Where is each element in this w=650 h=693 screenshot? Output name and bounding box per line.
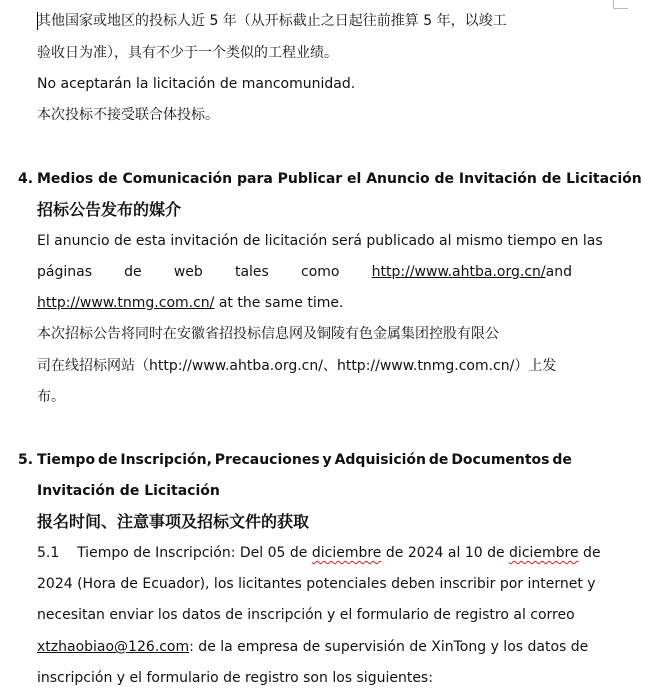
paragraph-line[interactable]: [37, 293, 343, 313]
text-run: de 2024 al 10 de: [381, 545, 510, 561]
section-number: 4.: [18, 171, 34, 187]
word: de: [552, 452, 572, 468]
email-link[interactable]: xtzhaobiao@126.com: [37, 639, 190, 655]
word: Inscripción,: [120, 452, 212, 468]
justified-words: [37, 262, 572, 282]
word: Documentos: [451, 452, 550, 468]
margin-mark: [613, 0, 628, 9]
paragraph-line[interactable]: No aceptarán la licitación de mancomunidad.: [37, 76, 356, 92]
paragraph-line[interactable]: 其他国家或地区的投标人近 5 年（从开标截止之日起往前推算 5 年，以竣工: [37, 13, 507, 29]
word: Tiempo: [37, 452, 96, 468]
link-suffix: and: [545, 264, 572, 280]
spellcheck-word[interactable]: diciembre: [311, 545, 382, 561]
section-title-cn[interactable]: 招标公告发布的媒介: [37, 200, 182, 219]
section-number: 5.: [18, 452, 34, 468]
link-tnmg[interactable]: http://www.tnmg.com.cn/: [37, 295, 215, 311]
link-group: [372, 262, 572, 282]
paragraph-line[interactable]: [37, 543, 601, 563]
word: páginas: [37, 264, 92, 280]
paragraph-line[interactable]: [37, 262, 572, 282]
paragraph-line[interactable]: 布。: [37, 389, 65, 405]
word: como: [301, 264, 340, 280]
spellcheck-word[interactable]: diciembre: [509, 545, 579, 561]
section-title-cn[interactable]: 报名时间、注意事项及招标文件的获取: [37, 512, 310, 531]
text-run: 5.1 Tiempo de Inscripción: Del 05 de: [37, 545, 312, 561]
word: Precauciones: [214, 452, 320, 468]
section-title[interactable]: Medios de Comunicación para Publicar el Anuncio de Invitación de Licitación: [37, 171, 642, 187]
paragraph-line[interactable]: 2024 (Hora de Ecuador), los licitantes potenciales deben inscribir por internet y: [37, 576, 596, 592]
link-suffix: at the same time.: [214, 295, 344, 311]
justified-words: [37, 450, 572, 470]
paragraph-line[interactable]: necesitan enviar los datos de inscripción y el formulario de registro al correo: [37, 607, 575, 623]
paragraph-line[interactable]: [37, 637, 588, 657]
word: web: [173, 264, 203, 280]
paragraph-line[interactable]: 验收日为准），具有不少于一个类似的工程业绩。: [37, 45, 338, 61]
word: tales: [234, 264, 269, 280]
text-run: de: [578, 545, 601, 561]
word: de: [97, 452, 118, 468]
link-ahtba[interactable]: http://www.ahtba.org.cn/: [371, 264, 546, 280]
paragraph-line[interactable]: inscripción y el formulario de registro son los siguientes:: [37, 670, 433, 686]
paragraph-line[interactable]: 本次招标公告将同时在安徽省招投标信息网及铜陵有色金属集团控股有限公: [37, 326, 499, 342]
word: de: [428, 452, 449, 468]
word: de: [124, 264, 142, 280]
word: Adquisición: [334, 452, 427, 468]
section-title[interactable]: [37, 450, 572, 470]
paragraph-line[interactable]: 本次投标不接受联合体投标。: [37, 107, 219, 123]
text-run: : de la empresa de supervisión de XinTong y los datos de: [189, 639, 589, 655]
paragraph-line[interactable]: 司在线招标网站（http://www.ahtba.org.cn/、http://www.tnmg.com.cn/）上发: [37, 358, 557, 374]
word: y: [322, 452, 332, 468]
section-title-line2[interactable]: Invitación de Licitación: [37, 483, 220, 499]
paragraph-line[interactable]: El anuncio de esta invitación de licitación será publicado al mismo tiempo en las: [37, 233, 603, 249]
